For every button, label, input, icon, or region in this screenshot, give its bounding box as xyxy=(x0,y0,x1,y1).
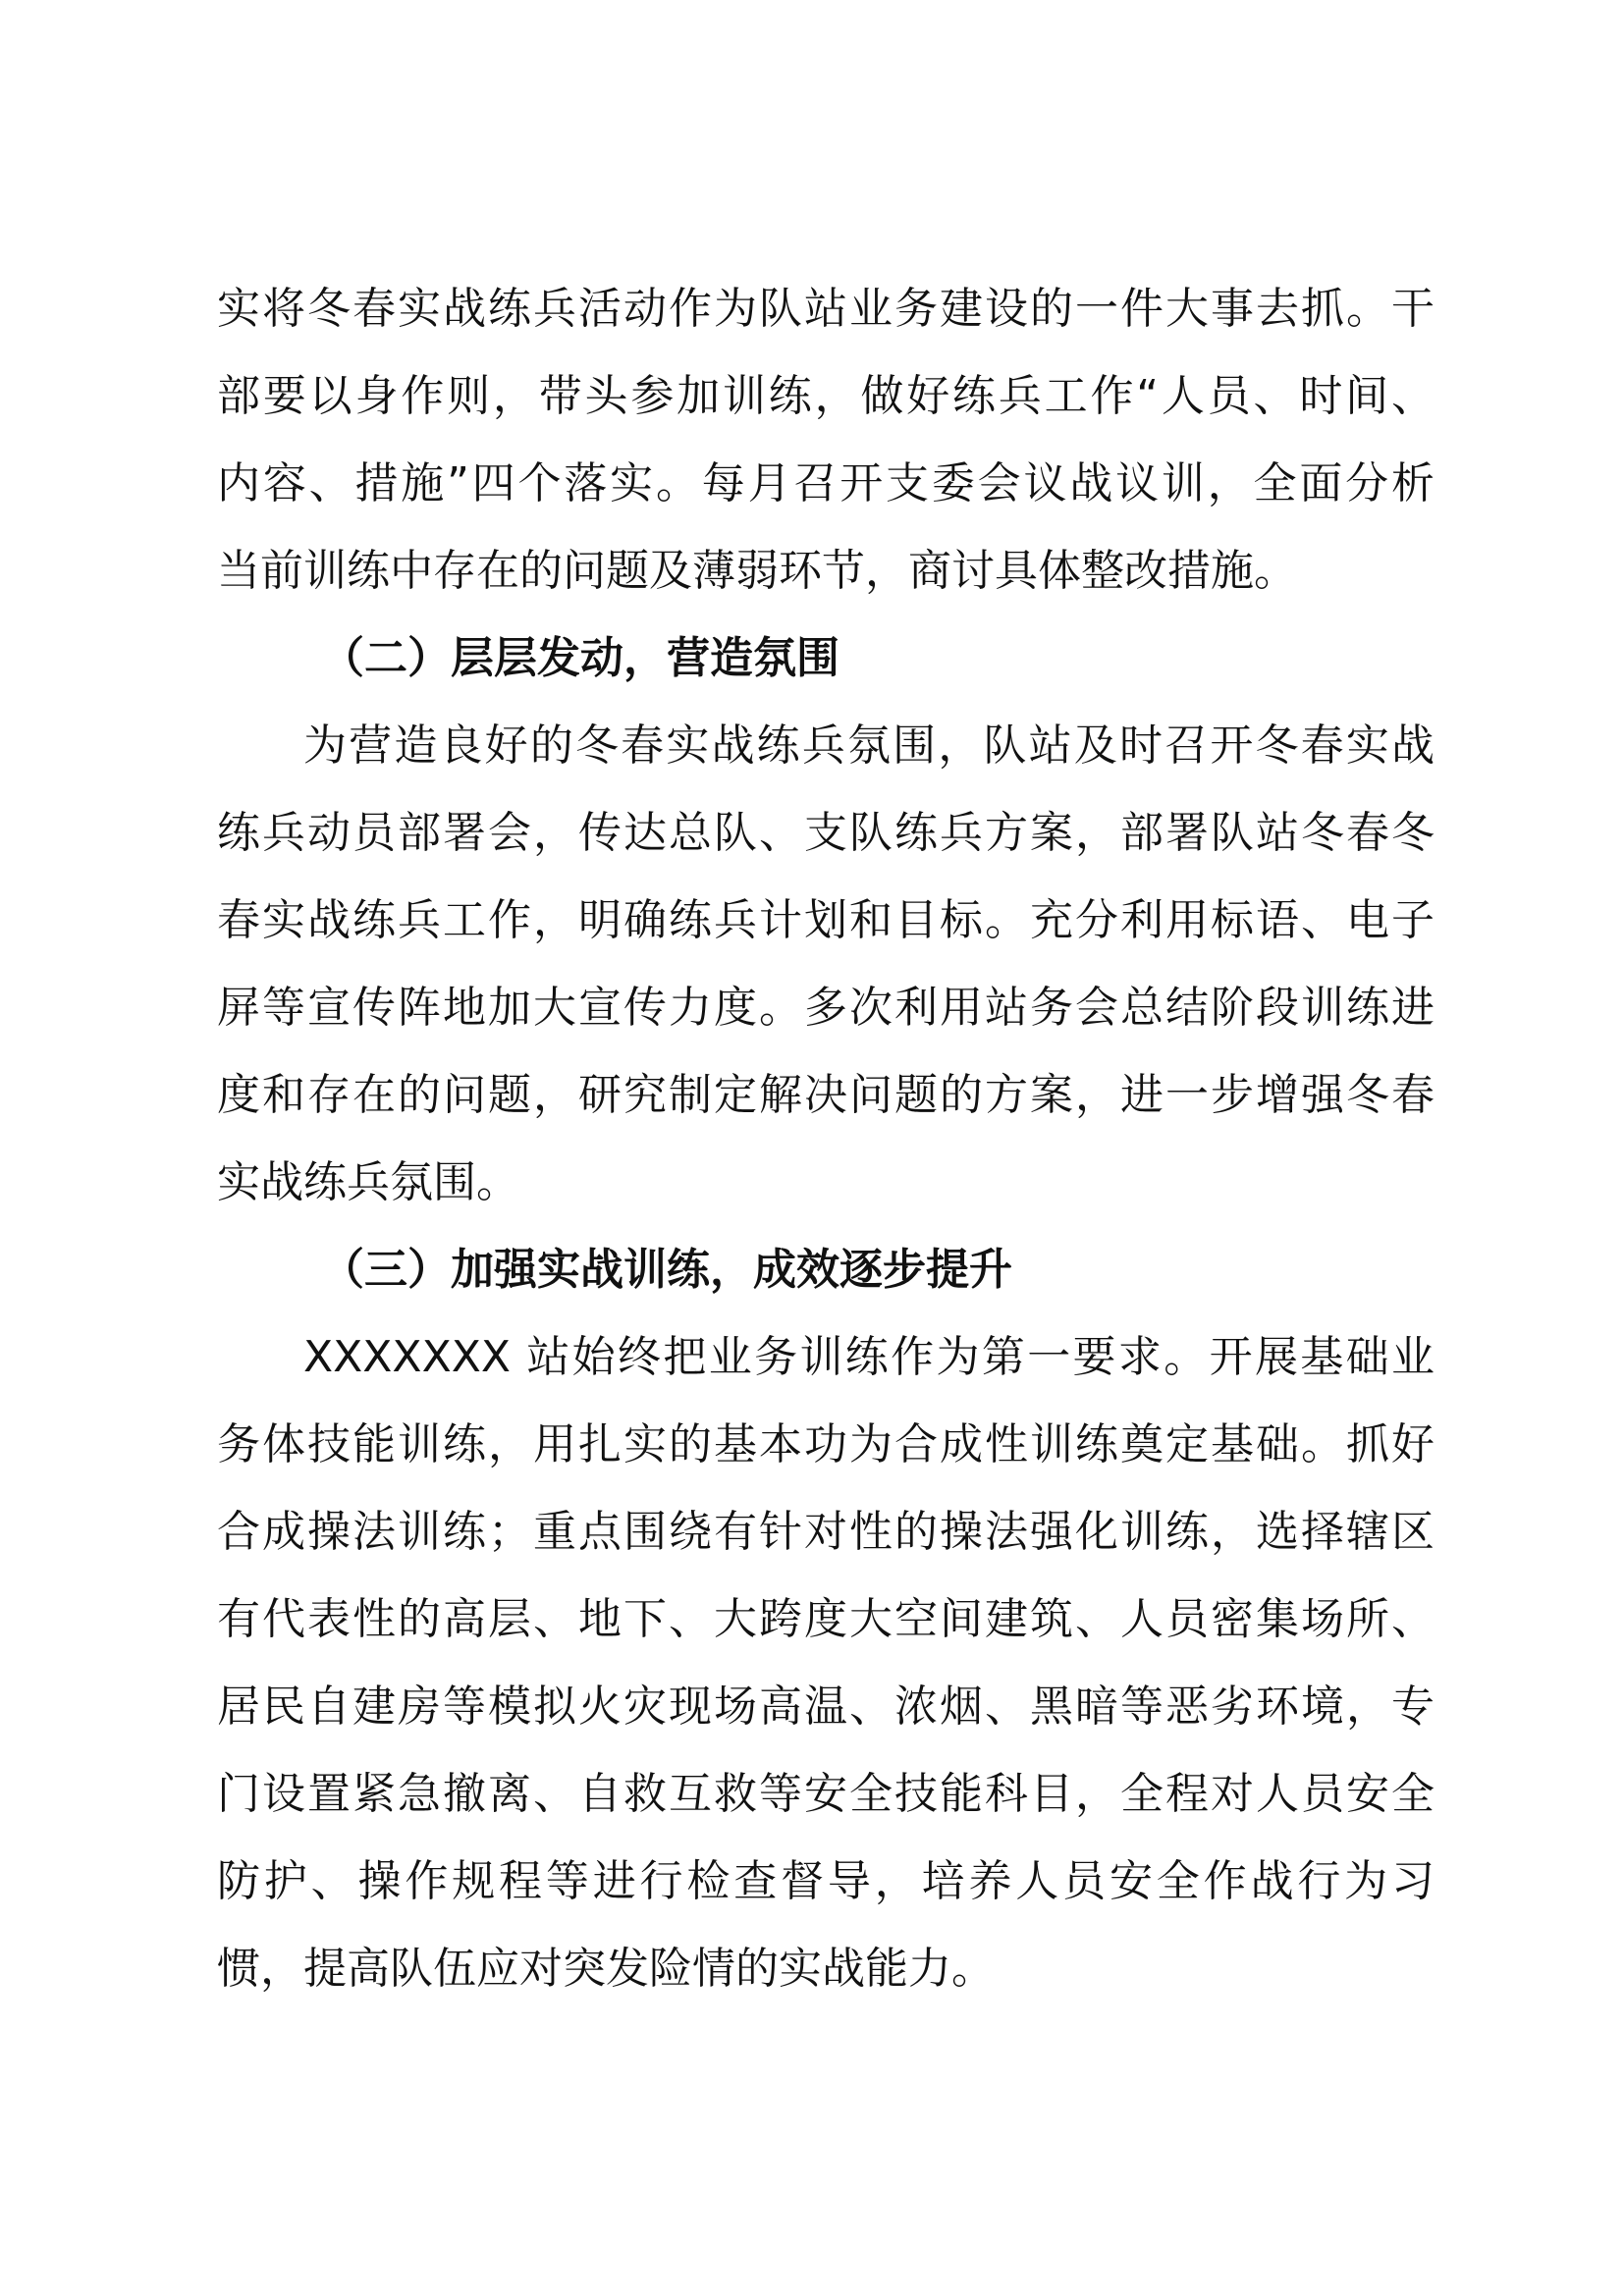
text-line: XXXXXXX 站始终把业务训练作为第一要求。开展基础业 xyxy=(303,1332,1435,1382)
text-line: 为营造良好的冬春实战练兵氛围，队站及时召开冬春实战 xyxy=(303,721,1435,771)
text-line: 惯，提高队伍应对突发险情的实战能力。 xyxy=(217,1944,995,1994)
text-line: 防护、操作规程等进行检查督导，培养人员安全作战行为习 xyxy=(217,1856,1435,1906)
section-heading-3: （三）加强实战训练，成效逐步提升 xyxy=(321,1245,1012,1295)
paragraph-3 xyxy=(217,1313,1435,2012)
text-line: 春实战练兵工作，明确练兵计划和目标。充分利用标语、电子 xyxy=(217,895,1435,945)
text-line: 练兵动员部署会，传达总队、支队练兵方案，部署队站冬春冬 xyxy=(217,808,1435,858)
text-line: 有代表性的高层、地下、大跨度大空间建筑、人员密集场所、 xyxy=(217,1594,1435,1644)
text-line: 屏等宣传阵地加大宣传力度。多次利用站务会总结阶段训练进 xyxy=(217,983,1435,1033)
text-line: 居民自建房等模拟火灾现场高温、浓烟、黑暗等恶劣环境，专 xyxy=(217,1682,1435,1732)
text-line: 务体技能训练，用扎实的基本功为合成性训练奠定基础。抓好 xyxy=(217,1419,1435,1469)
text-line: 合成操法训练；重点围绕有针对性的操法强化训练，选择辖区 xyxy=(217,1507,1435,1557)
document-body xyxy=(217,265,1435,2012)
paragraph-2 xyxy=(217,702,1435,1226)
text-line: 度和存在的问题，研究制定解决问题的方案，进一步增强冬春 xyxy=(217,1070,1435,1120)
text-line: 内容、措施”四个落实。每月召开支委会议战议训，全面分析 xyxy=(217,458,1435,508)
text-line: 实战练兵氛围。 xyxy=(217,1157,519,1207)
text-line: 门设置紧急撤离、自救互救等安全技能科目，全程对人员安全 xyxy=(217,1769,1435,1819)
section-heading-2: （二）层层发动，营造氛围 xyxy=(321,633,839,683)
text-line: 实将冬春实战练兵活动作为队站业务建设的一件大事去抓。干 xyxy=(217,284,1435,334)
paragraph-1 xyxy=(217,265,1435,614)
text-line: 当前训练中存在的问题及薄弱环节，商讨具体整改措施。 xyxy=(217,546,1297,596)
text-line: 部要以身作则，带头参加训练，做好练兵工作“人员、时间、 xyxy=(217,371,1435,421)
